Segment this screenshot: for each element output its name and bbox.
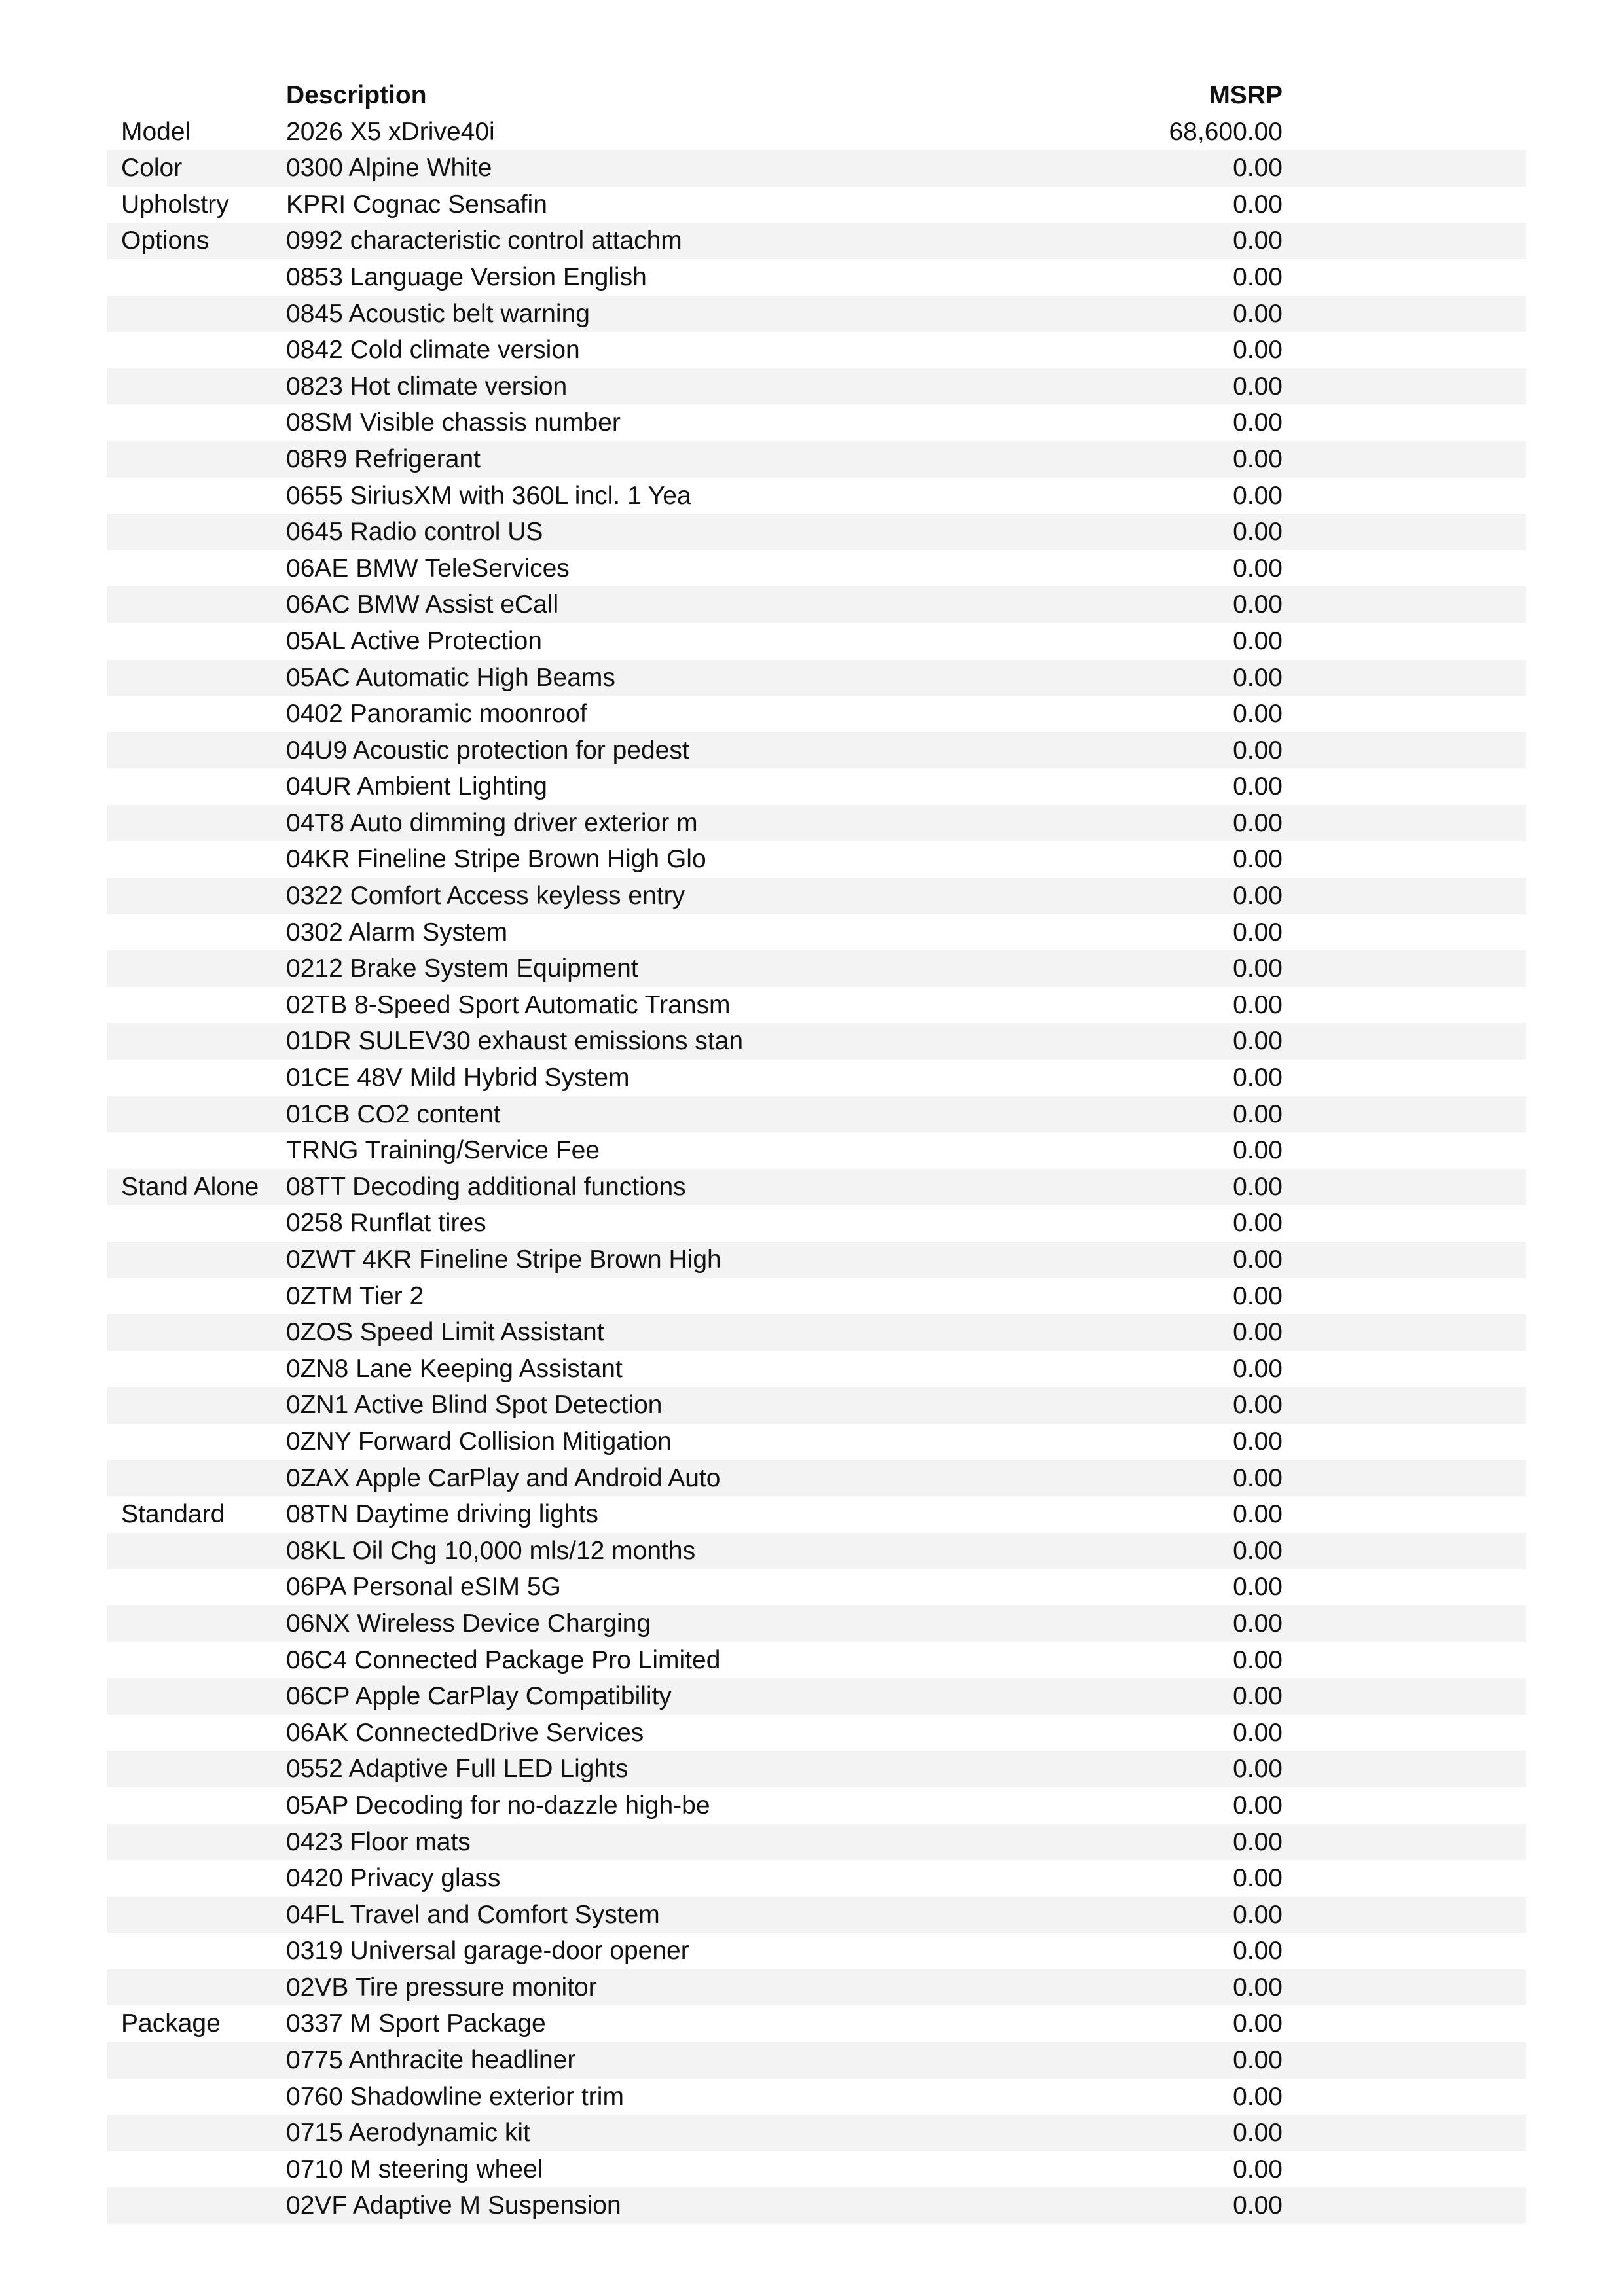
- header-description: Description: [286, 81, 427, 109]
- table-row: [107, 623, 1526, 660]
- row-msrp: 0.00: [1233, 2082, 1283, 2111]
- row-category: Standard: [121, 1500, 225, 1529]
- price-sheet: [107, 77, 1526, 2224]
- row-description: 04T8 Auto dimming driver exterior m: [286, 808, 698, 837]
- row-msrp: 0.00: [1233, 554, 1283, 583]
- row-msrp: 0.00: [1233, 1282, 1283, 1310]
- row-description: 04FL Travel and Comfort System: [286, 1900, 660, 1929]
- row-category: Stand Alone: [121, 1172, 259, 1201]
- row-msrp: 0.00: [1233, 1354, 1283, 1383]
- row-msrp: 0.00: [1233, 1682, 1283, 1711]
- row-msrp: 0.00: [1233, 2046, 1283, 2075]
- row-msrp: 0.00: [1233, 2119, 1283, 2147]
- table-row: [107, 478, 1526, 514]
- table-row: [107, 2079, 1526, 2115]
- table-row: [107, 550, 1526, 587]
- table-row: [107, 514, 1526, 550]
- row-description: 01CB CO2 content: [286, 1100, 501, 1128]
- row-msrp: 0.00: [1233, 2155, 1283, 2183]
- table-row: [107, 1678, 1526, 1715]
- table-row: [107, 1387, 1526, 1424]
- row-msrp: 0.00: [1233, 845, 1283, 874]
- row-msrp: 0.00: [1233, 700, 1283, 728]
- table-row: [107, 1278, 1526, 1315]
- row-description: 0845 Acoustic belt warning: [286, 299, 590, 328]
- row-msrp: 0.00: [1233, 1463, 1283, 1492]
- row-description: 06CP Apple CarPlay Compatibility: [286, 1682, 672, 1711]
- row-description: 0ZN8 Lane Keeping Assistant: [286, 1354, 623, 1383]
- row-msrp: 0.00: [1233, 1645, 1283, 1674]
- row-description: 0420 Privacy glass: [286, 1864, 501, 1893]
- table-row: [107, 2115, 1526, 2151]
- table-body: [107, 114, 1526, 2224]
- row-description: 0319 Universal garage-door opener: [286, 1937, 689, 1965]
- row-msrp: 0.00: [1233, 882, 1283, 910]
- table-row: [107, 150, 1526, 187]
- table-row: [107, 404, 1526, 441]
- row-description: 04U9 Acoustic protection for pedest: [286, 736, 689, 764]
- table-row: [107, 878, 1526, 914]
- row-msrp: 0.00: [1233, 336, 1283, 365]
- row-msrp: 0.00: [1233, 262, 1283, 291]
- row-msrp: 0.00: [1233, 1573, 1283, 1602]
- row-description: 06AE BMW TeleServices: [286, 554, 570, 583]
- table-row: [107, 768, 1526, 805]
- row-description: 0ZWT 4KR Fineline Stripe Brown High: [286, 1246, 721, 1274]
- table-row: [107, 1969, 1526, 2006]
- table-row: [107, 223, 1526, 259]
- row-category: Upholstry: [121, 190, 229, 219]
- table-row: [107, 259, 1526, 296]
- table-row: [107, 987, 1526, 1024]
- row-description: 0775 Anthracite headliner: [286, 2046, 576, 2075]
- table-row: [107, 914, 1526, 951]
- table-row: [107, 1424, 1526, 1460]
- table-row: [107, 1096, 1526, 1133]
- table-row: [107, 368, 1526, 405]
- row-msrp: 0.00: [1233, 1500, 1283, 1529]
- table-row: [107, 1242, 1526, 1278]
- row-msrp: 68,600.00: [1169, 117, 1283, 146]
- table-row: [107, 1860, 1526, 1897]
- row-description: 0212 Brake System Equipment: [286, 954, 638, 983]
- row-msrp: 0.00: [1233, 1136, 1283, 1165]
- row-description: KPRI Cognac Sensafin: [286, 190, 547, 219]
- row-msrp: 0.00: [1233, 626, 1283, 655]
- row-msrp: 0.00: [1233, 1172, 1283, 1201]
- table-row: [107, 296, 1526, 332]
- row-msrp: 0.00: [1233, 1246, 1283, 1274]
- row-description: 05AC Automatic High Beams: [286, 663, 615, 692]
- table-row: [107, 1314, 1526, 1351]
- row-description: 06AK ConnectedDrive Services: [286, 1718, 644, 1747]
- row-description: 0423 Floor mats: [286, 1827, 471, 1856]
- table-row: [107, 1751, 1526, 1787]
- row-description: 01CE 48V Mild Hybrid System: [286, 1064, 630, 1092]
- table-row: [107, 187, 1526, 223]
- table-row: [107, 1169, 1526, 1206]
- row-category: Package: [121, 2009, 221, 2038]
- row-description: 05AP Decoding for no-dazzle high-be: [286, 1791, 710, 1820]
- table-row: [107, 114, 1526, 151]
- row-msrp: 0.00: [1233, 1100, 1283, 1128]
- row-msrp: 0.00: [1233, 1900, 1283, 1929]
- row-description: TRNG Training/Service Fee: [286, 1136, 600, 1165]
- row-description: 0715 Aerodynamic kit: [286, 2119, 530, 2147]
- table-row: [107, 805, 1526, 842]
- row-description: 06C4 Connected Package Pro Limited: [286, 1645, 721, 1674]
- row-description: 06PA Personal eSIM 5G: [286, 1573, 561, 1602]
- row-msrp: 0.00: [1233, 1209, 1283, 1238]
- table-row: [107, 2151, 1526, 2188]
- row-description: 08SM Visible chassis number: [286, 408, 621, 437]
- table-row: [107, 586, 1526, 623]
- row-description: 02TB 8-Speed Sport Automatic Transm: [286, 990, 731, 1019]
- row-msrp: 0.00: [1233, 1937, 1283, 1965]
- row-description: 0ZTM Tier 2: [286, 1282, 424, 1310]
- table-row: [107, 1933, 1526, 1969]
- row-description: 0760 Shadowline exterior trim: [286, 2082, 624, 2111]
- row-description: 0853 Language Version English: [286, 262, 647, 291]
- row-description: 0710 M steering wheel: [286, 2155, 543, 2183]
- row-description: 08TT Decoding additional functions: [286, 1172, 686, 1201]
- row-category: Options: [121, 226, 210, 255]
- row-msrp: 0.00: [1233, 1791, 1283, 1820]
- row-description: 02VF Adaptive M Suspension: [286, 2191, 621, 2220]
- table-row: [107, 732, 1526, 769]
- table-row: [107, 1533, 1526, 1570]
- row-description: 0842 Cold climate version: [286, 336, 580, 365]
- table-row: [107, 841, 1526, 878]
- row-msrp: 0.00: [1233, 808, 1283, 837]
- row-description: 0302 Alarm System: [286, 918, 508, 946]
- table-row: [107, 332, 1526, 368]
- table-row: [107, 2042, 1526, 2079]
- row-msrp: 0.00: [1233, 1536, 1283, 1565]
- table-row: [107, 1897, 1526, 1933]
- row-description: 08R9 Refrigerant: [286, 444, 481, 473]
- row-msrp: 0.00: [1233, 1027, 1283, 1056]
- row-msrp: 0.00: [1233, 954, 1283, 983]
- row-description: 0ZOS Speed Limit Assistant: [286, 1318, 604, 1347]
- row-msrp: 0.00: [1233, 1427, 1283, 1456]
- row-msrp: 0.00: [1233, 226, 1283, 255]
- row-msrp: 0.00: [1233, 408, 1283, 437]
- row-description: 0ZAX Apple CarPlay and Android Auto: [286, 1463, 721, 1492]
- table-row: [107, 660, 1526, 696]
- row-msrp: 0.00: [1233, 1318, 1283, 1347]
- row-msrp: 0.00: [1233, 1609, 1283, 1638]
- row-msrp: 0.00: [1233, 190, 1283, 219]
- row-msrp: 0.00: [1233, 1864, 1283, 1893]
- row-description: 04KR Fineline Stripe Brown High Glo: [286, 845, 706, 874]
- row-msrp: 0.00: [1233, 1755, 1283, 1784]
- row-description: 0552 Adaptive Full LED Lights: [286, 1755, 629, 1784]
- table-row: [107, 1824, 1526, 1861]
- row-category: Color: [121, 154, 183, 183]
- row-category: Model: [121, 117, 191, 146]
- table-header: [107, 77, 1526, 114]
- table-row: [107, 1132, 1526, 1169]
- row-msrp: 0.00: [1233, 154, 1283, 183]
- row-msrp: 0.00: [1233, 590, 1283, 619]
- row-msrp: 0.00: [1233, 481, 1283, 510]
- row-description: 0337 M Sport Package: [286, 2009, 546, 2038]
- row-msrp: 0.00: [1233, 736, 1283, 764]
- table-row: [107, 1605, 1526, 1642]
- header-msrp: MSRP: [1209, 81, 1283, 109]
- row-description: 0402 Panoramic moonroof: [286, 700, 587, 728]
- row-msrp: 0.00: [1233, 299, 1283, 328]
- row-description: 0322 Comfort Access keyless entry: [286, 882, 685, 910]
- table-row: [107, 441, 1526, 478]
- table-row: [107, 696, 1526, 732]
- row-msrp: 0.00: [1233, 990, 1283, 1019]
- row-description: 2026 X5 xDrive40i: [286, 117, 495, 146]
- table-row: [107, 1496, 1526, 1533]
- row-description: 01DR SULEV30 exhaust emissions stan: [286, 1027, 744, 1056]
- row-description: 0655 SiriusXM with 360L incl. 1 Yea: [286, 481, 691, 510]
- row-description: 0300 Alpine White: [286, 154, 492, 183]
- row-description: 02VB Tire pressure monitor: [286, 1973, 597, 2001]
- table-row: [107, 1787, 1526, 1824]
- table-row: [107, 1569, 1526, 1605]
- table-row: [107, 2005, 1526, 2042]
- row-description: 0ZN1 Active Blind Spot Detection: [286, 1391, 663, 1420]
- row-description: 08KL Oil Chg 10,000 mls/12 months: [286, 1536, 696, 1565]
- row-description: 0992 characteristic control attachm: [286, 226, 682, 255]
- table-row: [107, 1351, 1526, 1388]
- row-description: 0ZNY Forward Collision Mitigation: [286, 1427, 672, 1456]
- row-msrp: 0.00: [1233, 1391, 1283, 1420]
- row-msrp: 0.00: [1233, 1827, 1283, 1856]
- row-description: 06NX Wireless Device Charging: [286, 1609, 651, 1638]
- table-row: [107, 1642, 1526, 1679]
- row-msrp: 0.00: [1233, 2009, 1283, 2038]
- row-msrp: 0.00: [1233, 518, 1283, 547]
- table-row: [107, 1715, 1526, 1751]
- table-row: [107, 1460, 1526, 1497]
- row-msrp: 0.00: [1233, 2191, 1283, 2220]
- row-msrp: 0.00: [1233, 372, 1283, 401]
- row-msrp: 0.00: [1233, 1064, 1283, 1092]
- row-msrp: 0.00: [1233, 918, 1283, 946]
- table-row: [107, 2187, 1526, 2224]
- table-row: [107, 1023, 1526, 1060]
- row-description: 0645 Radio control US: [286, 518, 543, 547]
- row-description: 05AL Active Protection: [286, 626, 542, 655]
- table-row: [107, 1060, 1526, 1096]
- row-msrp: 0.00: [1233, 663, 1283, 692]
- row-description: 0823 Hot climate version: [286, 372, 568, 401]
- table-row: [107, 950, 1526, 987]
- row-description: 08TN Daytime driving lights: [286, 1500, 598, 1529]
- row-msrp: 0.00: [1233, 772, 1283, 801]
- row-description: 06AC BMW Assist eCall: [286, 590, 559, 619]
- table-row: [107, 1205, 1526, 1242]
- row-description: 0258 Runflat tires: [286, 1209, 486, 1238]
- row-msrp: 0.00: [1233, 1973, 1283, 2001]
- row-msrp: 0.00: [1233, 444, 1283, 473]
- row-description: 04UR Ambient Lighting: [286, 772, 547, 801]
- row-msrp: 0.00: [1233, 1718, 1283, 1747]
